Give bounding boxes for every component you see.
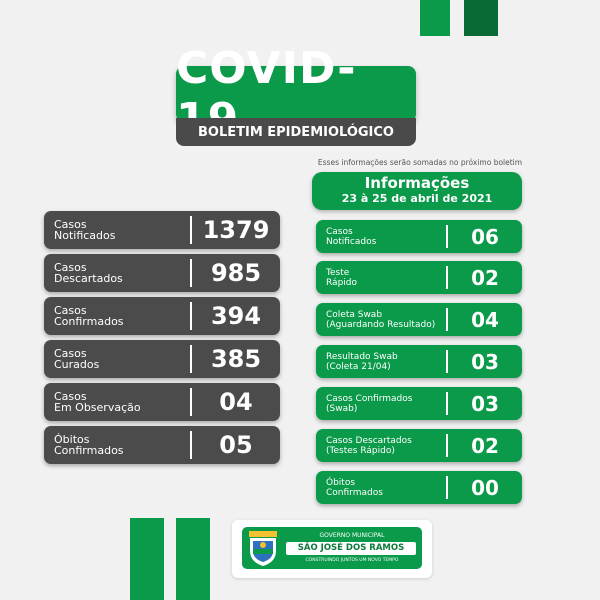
stat-value: 1379	[202, 216, 270, 244]
stat-value: 394	[210, 302, 262, 330]
info-title: Informações	[364, 174, 470, 192]
info-label: Coleta Swab (Aguardando Resultado)	[326, 309, 436, 330]
stat-label: Casos Confirmados	[54, 304, 124, 328]
info-card	[316, 220, 522, 253]
info-value: 02	[471, 433, 499, 458]
info-card	[316, 387, 522, 420]
stat-card	[44, 383, 280, 421]
stat-card	[44, 254, 280, 292]
info-value: 04	[471, 307, 499, 332]
stat-card	[44, 211, 280, 249]
info-value: 02	[471, 265, 499, 290]
stat-label: Casos Em Observação	[54, 390, 141, 414]
logo-line-1: GOVERNO MUNICIPAL	[319, 532, 385, 539]
info-label: Óbitos Confirmados	[326, 477, 383, 498]
logo-banner	[242, 527, 422, 569]
stat-card	[44, 297, 280, 335]
info-label: Teste Rápido	[326, 267, 358, 288]
info-label: Resultado Swab (Coleta 21/04)	[326, 351, 398, 372]
top-bar-dark	[464, 0, 498, 36]
page-subtitle: BOLETIM EPIDEMIOLÓGICO	[176, 118, 416, 146]
stat-value: 985	[210, 259, 262, 287]
info-value: 03	[471, 349, 499, 374]
logo-line-2: SÃO JOSÉ DOS RAMOS	[286, 542, 416, 555]
crest-icon	[246, 529, 280, 567]
info-card	[316, 345, 522, 378]
info-card	[316, 303, 522, 336]
stat-label: Casos Descartados	[54, 261, 123, 285]
municipal-logo	[232, 520, 432, 578]
info-value: 06	[471, 224, 499, 249]
bottom-bar-right	[176, 518, 210, 600]
top-bar-light	[420, 0, 450, 36]
stat-card	[44, 426, 280, 464]
info-header	[312, 172, 522, 210]
stat-value: 05	[219, 431, 253, 459]
info-card	[316, 429, 522, 462]
stat-label: Casos Notificados	[54, 218, 116, 242]
stat-label: Óbitos Confirmados	[54, 433, 124, 457]
info-value: 03	[471, 391, 499, 416]
stat-label: Casos Curados	[54, 347, 100, 371]
info-dates: 23 à 25 de abril de 2021	[341, 192, 493, 205]
info-value: 00	[471, 475, 499, 500]
page-title: COVID-	[176, 66, 416, 122]
stat-value: 04	[219, 388, 253, 416]
info-label: Casos Confirmados (Swab)	[326, 393, 413, 414]
logo-line-3: CONSTRUINDO JUNTOS UM NOVO TEMPO	[305, 558, 399, 563]
stat-value: 385	[210, 345, 262, 373]
info-label: Casos Descartados (Testes Rápido)	[326, 435, 412, 456]
info-card	[316, 471, 522, 504]
info-card	[316, 261, 522, 294]
bottom-bar-left	[130, 518, 164, 600]
info-label: Casos Notificados	[326, 226, 377, 247]
stat-card	[44, 340, 280, 378]
info-note: Esses informações serão somadas no próximo boletim	[317, 158, 523, 167]
